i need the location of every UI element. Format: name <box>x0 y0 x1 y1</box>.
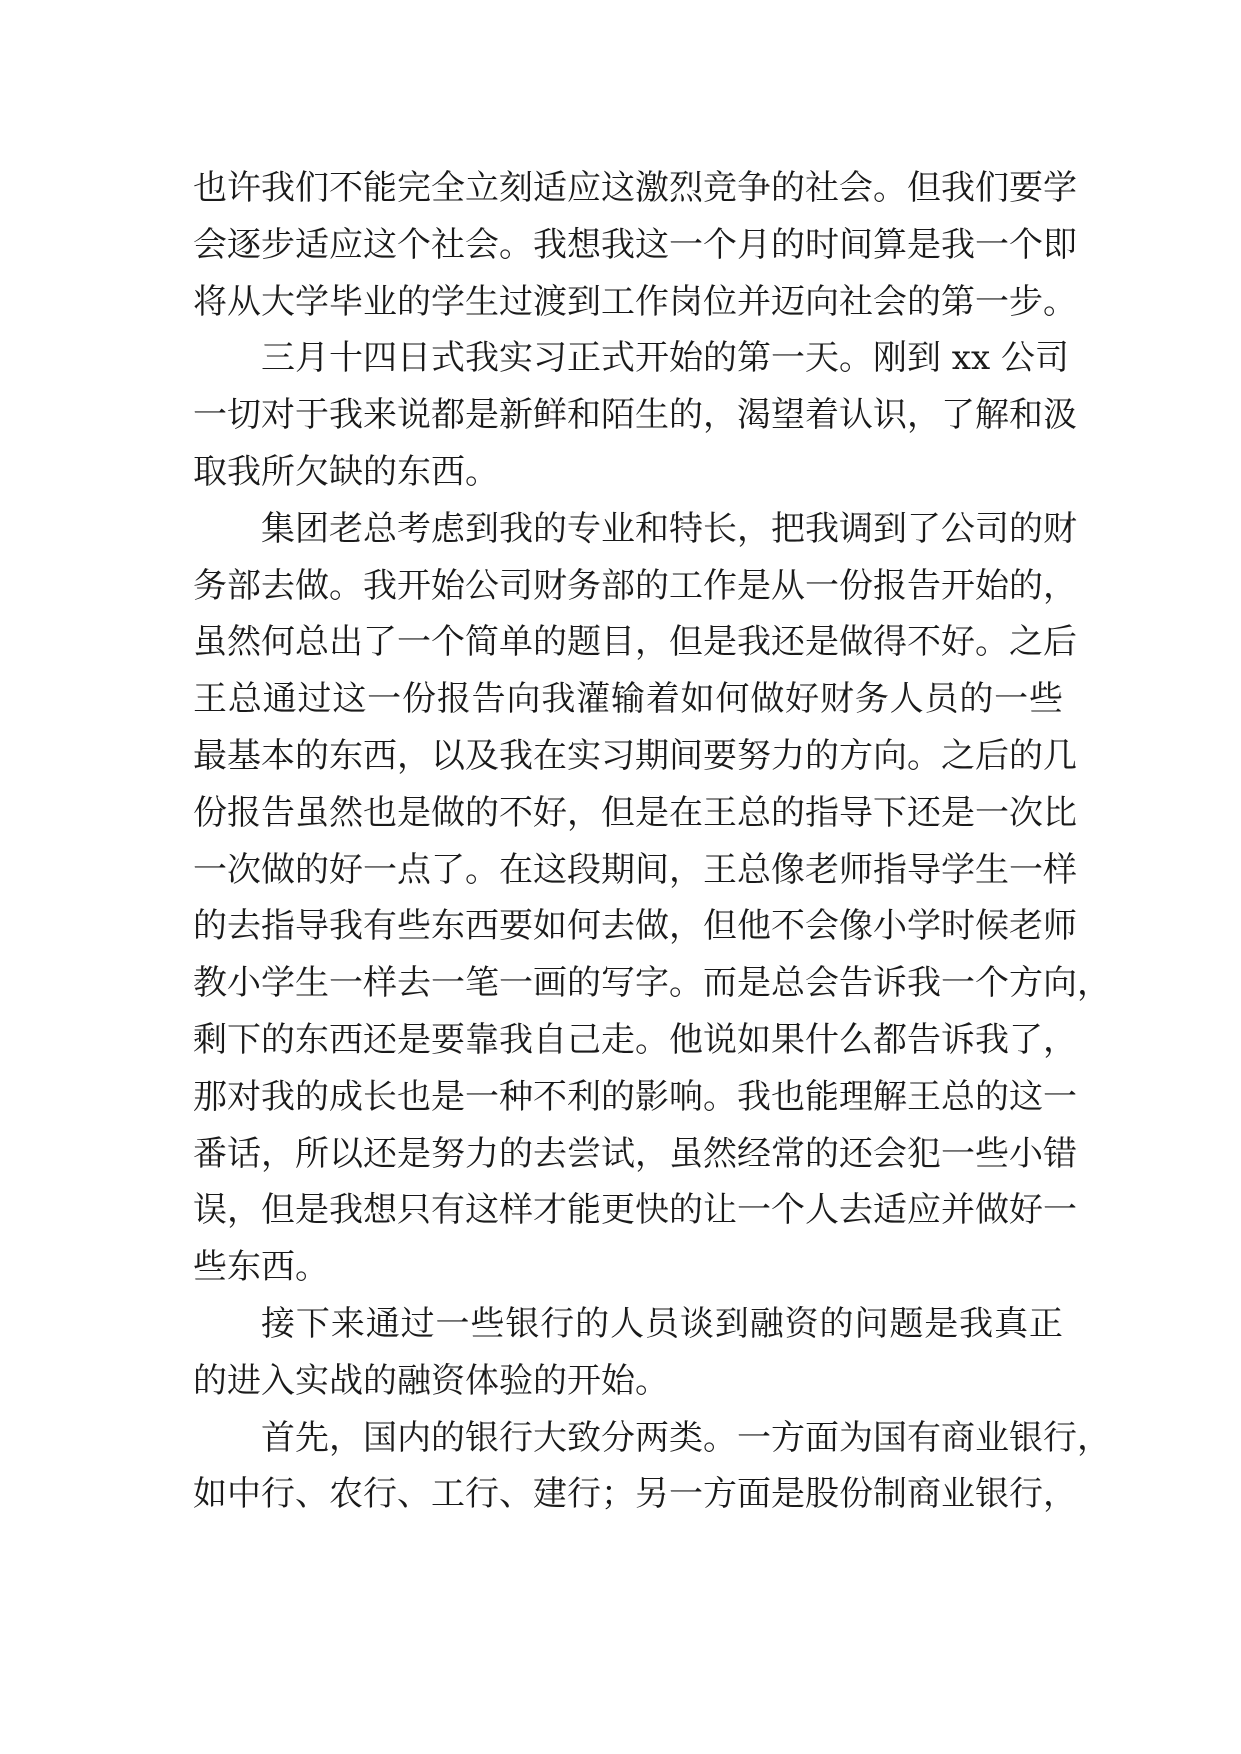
text-line: 教小学生一样去一笔一画的写字。而是总会告诉我一个方向， <box>193 963 1111 1004</box>
paragraph-first-line: 三月十四日式我实习正式开始的第一天。刚到 xx 公司 <box>261 338 1069 379</box>
text-line: 那对我的成长也是一种不利的影响。我也能理解王总的这一 <box>193 1076 1077 1117</box>
text-line: 会逐步适应这个社会。我想我这一个月的时间算是我一个即 <box>193 224 1077 265</box>
body-text <box>193 160 1111 1523</box>
text-line: 虽然何总出了一个简单的题目，但是我还是做得不好。之后 <box>193 622 1077 663</box>
paragraph-first-line: 首先，国内的银行大致分两类。一方面为国有商业银行， <box>261 1417 1111 1458</box>
text-line: 务部去做。我开始公司财务部的工作是从一份报告开始的， <box>193 565 1077 606</box>
paragraph-last-line: 取我所欠缺的东西。 <box>193 451 499 492</box>
text-line: 剩下的东西还是要靠我自己走。他说如果什么都告诉我了， <box>193 1019 1077 1060</box>
text-line: 误，但是我想只有这样才能更快的让一个人去适应并做好一 <box>193 1190 1077 1231</box>
text-line: 也许我们不能完全立刻适应这激烈竞争的社会。但我们要学 <box>193 168 1077 208</box>
text-line: 一切对于我来说都是新鲜和陌生的，渴望着认识，了解和汲 <box>193 395 1077 436</box>
text-line: 番话，所以还是努力的去尝试，虽然经常的还会犯一些小错 <box>193 1133 1077 1174</box>
paragraph-last-line: 些东西。 <box>193 1247 329 1288</box>
text-line: 将从大学毕业的学生过渡到工作岗位并迈向社会的第一步。 <box>193 281 1077 322</box>
text-line: 一次做的好一点了。在这段期间，王总像老师指导学生一样 <box>193 849 1077 890</box>
paragraph-first-line: 接下来通过一些银行的人员谈到融资的问题是我真正 <box>261 1303 1063 1344</box>
paragraph-first-line: 集团老总考虑到我的专业和特长，把我调到了公司的财 <box>261 508 1077 549</box>
paragraph-last-line: 的进入实战的融资体验的开始。 <box>193 1360 669 1401</box>
text-line: 王总通过这一份报告向我灌输着如何做好财务人员的一些 <box>193 679 1063 720</box>
text-line: 最基本的东西，以及我在实习期间要努力的方向。之后的几 <box>193 735 1077 776</box>
text-line: 如中行、农行、工行、建行；另一方面是股份制商业银行， <box>193 1474 1077 1515</box>
text-line: 的去指导我有些东西要如何去做，但他不会像小学时候老师 <box>193 906 1077 947</box>
text-line: 份报告虽然也是做的不好，但是在王总的指导下还是一次比 <box>193 792 1077 833</box>
